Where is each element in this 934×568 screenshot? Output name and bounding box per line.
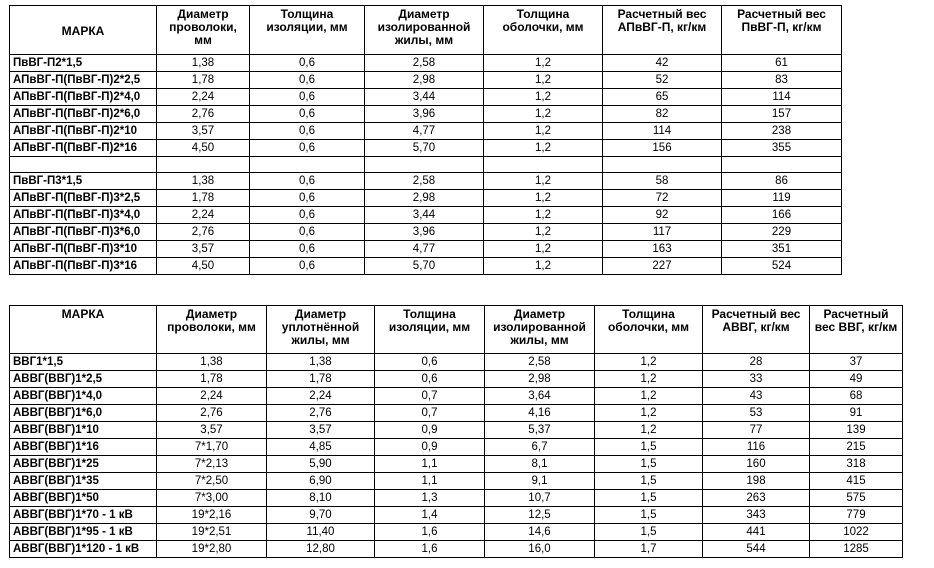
value-cell: 58 — [603, 173, 722, 190]
value-cell: 160 — [703, 456, 810, 473]
value-cell: 229 — [722, 224, 842, 241]
value-cell: 12,5 — [485, 507, 595, 524]
column-header: Диаметр проволоки, мм — [157, 306, 267, 354]
value-cell: 1,38 — [157, 55, 250, 72]
value-cell: 68 — [810, 388, 903, 405]
value-cell: 1022 — [810, 524, 903, 541]
value-cell: 166 — [722, 207, 842, 224]
cable-mark-cell — [10, 157, 157, 173]
value-cell: 14,6 — [485, 524, 595, 541]
table-row — [10, 507, 903, 524]
value-cell: 11,40 — [267, 524, 375, 541]
value-cell: 1,2 — [484, 207, 603, 224]
cable-mark-cell: АВВГ(ВВГ)1*25 — [10, 456, 157, 473]
value-cell: 33 — [703, 371, 810, 388]
value-cell: 1,2 — [484, 258, 603, 275]
value-cell — [157, 157, 250, 173]
value-cell: 215 — [810, 439, 903, 456]
table-row — [10, 106, 842, 123]
value-cell: 351 — [722, 241, 842, 258]
value-cell: 0,6 — [250, 207, 365, 224]
value-cell: 157 — [722, 106, 842, 123]
value-cell: 116 — [703, 439, 810, 456]
value-cell: 53 — [703, 405, 810, 422]
table-row — [10, 72, 842, 89]
column-header: Расчетный вес ПвВГ-П, кг/км — [722, 6, 842, 55]
table-row — [10, 173, 842, 190]
column-header: Толщина изоляции, мм — [375, 306, 485, 354]
value-cell: 19*2,51 — [157, 524, 267, 541]
value-cell: 3,64 — [485, 388, 595, 405]
table-row — [10, 140, 842, 157]
table-row — [10, 224, 842, 241]
value-cell: 1,5 — [595, 456, 703, 473]
table-row — [10, 354, 903, 371]
table1-header-row — [10, 6, 842, 55]
value-cell — [603, 157, 722, 173]
column-header: Диаметр изолированной жилы, мм — [365, 6, 484, 55]
value-cell: 0,6 — [250, 258, 365, 275]
value-cell: 139 — [810, 422, 903, 439]
table-row — [10, 541, 903, 558]
value-cell: 3,44 — [365, 207, 484, 224]
value-cell: 4,77 — [365, 241, 484, 258]
table2-header-row — [10, 306, 903, 354]
value-cell: 2,24 — [267, 388, 375, 405]
value-cell: 0,6 — [250, 123, 365, 140]
value-cell: 1,2 — [484, 190, 603, 207]
value-cell: 82 — [603, 106, 722, 123]
value-cell: 0,6 — [250, 224, 365, 241]
value-cell: 0,6 — [250, 72, 365, 89]
value-cell: 1,2 — [595, 388, 703, 405]
value-cell: 5,90 — [267, 456, 375, 473]
value-cell: 163 — [603, 241, 722, 258]
value-cell: 1,38 — [157, 173, 250, 190]
value-cell: 43 — [703, 388, 810, 405]
value-cell: 1,2 — [484, 72, 603, 89]
cable-mark-cell: АПвВГ-П(ПвВГ-П)2*10 — [10, 123, 157, 140]
column-header: Толщина изоляции, мм — [250, 6, 365, 55]
value-cell: 1,4 — [375, 507, 485, 524]
table2-header — [10, 306, 903, 354]
value-cell: 7*2,50 — [157, 473, 267, 490]
value-cell: 2,76 — [157, 405, 267, 422]
table-row — [10, 89, 842, 106]
value-cell: 1,5 — [595, 524, 703, 541]
cable-table-pvvg — [9, 5, 842, 275]
cable-mark-cell: ПвВГ-П3*1,5 — [10, 173, 157, 190]
value-cell: 198 — [703, 473, 810, 490]
value-cell: 0,6 — [250, 106, 365, 123]
cable-mark-cell: АПвВГ-П(ПвВГ-П)3*10 — [10, 241, 157, 258]
value-cell: 1,5 — [595, 490, 703, 507]
value-cell: 2,24 — [157, 388, 267, 405]
cable-mark-cell: АПвВГ-П(ПвВГ-П)3*6,0 — [10, 224, 157, 241]
column-header: Расчетный вес АВВГ, кг/км — [703, 306, 810, 354]
value-cell: 114 — [722, 89, 842, 106]
value-cell: 28 — [703, 354, 810, 371]
value-cell: 0,6 — [250, 89, 365, 106]
value-cell: 156 — [603, 140, 722, 157]
value-cell: 1,2 — [484, 140, 603, 157]
value-cell: 1,2 — [595, 354, 703, 371]
value-cell — [250, 157, 365, 173]
value-cell: 1,2 — [595, 405, 703, 422]
value-cell: 83 — [722, 72, 842, 89]
cable-mark-cell: АПвВГ-П(ПвВГ-П)2*6,0 — [10, 106, 157, 123]
value-cell: 1,2 — [595, 422, 703, 439]
table-row — [10, 207, 842, 224]
value-cell: 263 — [703, 490, 810, 507]
cable-mark-cell: ПвВГ-П2*1,5 — [10, 55, 157, 72]
value-cell: 2,76 — [157, 106, 250, 123]
value-cell: 12,80 — [267, 541, 375, 558]
table1-body — [10, 55, 842, 275]
value-cell: 3,57 — [157, 123, 250, 140]
value-cell: 1,38 — [267, 354, 375, 371]
value-cell: 119 — [722, 190, 842, 207]
value-cell: 37 — [810, 354, 903, 371]
value-cell: 779 — [810, 507, 903, 524]
value-cell: 1,2 — [484, 55, 603, 72]
cable-mark-cell: АВВГ(ВВГ)1*35 — [10, 473, 157, 490]
column-header: МАРКА — [10, 6, 157, 55]
value-cell: 3,57 — [157, 422, 267, 439]
value-cell: 1,78 — [157, 371, 267, 388]
value-cell: 355 — [722, 140, 842, 157]
table-row — [10, 422, 903, 439]
cable-mark-cell: АВВГ(ВВГ)1*70 - 1 кВ — [10, 507, 157, 524]
value-cell: 1,2 — [595, 371, 703, 388]
value-cell: 92 — [603, 207, 722, 224]
cable-mark-cell: АПвВГ-П(ПвВГ-П)2*4,0 — [10, 89, 157, 106]
value-cell: 72 — [603, 190, 722, 207]
value-cell: 7*3,00 — [157, 490, 267, 507]
value-cell: 524 — [722, 258, 842, 275]
cable-mark-cell: АВВГ(ВВГ)1*16 — [10, 439, 157, 456]
value-cell: 4,85 — [267, 439, 375, 456]
value-cell: 441 — [703, 524, 810, 541]
value-cell: 4,50 — [157, 140, 250, 157]
cable-mark-cell: АВВГ(ВВГ)1*95 - 1 кВ — [10, 524, 157, 541]
cable-mark-cell: АПвВГ-П(ПвВГ-П)2*2,5 — [10, 72, 157, 89]
value-cell — [484, 157, 603, 173]
value-cell: 0,7 — [375, 388, 485, 405]
value-cell: 4,16 — [485, 405, 595, 422]
value-cell: 19*2,16 — [157, 507, 267, 524]
value-cell: 2,58 — [485, 354, 595, 371]
value-cell: 1,5 — [595, 507, 703, 524]
table-row — [10, 241, 842, 258]
value-cell: 0,9 — [375, 439, 485, 456]
value-cell: 5,37 — [485, 422, 595, 439]
value-cell: 86 — [722, 173, 842, 190]
table-row — [10, 456, 903, 473]
value-cell: 61 — [722, 55, 842, 72]
value-cell: 7*1,70 — [157, 439, 267, 456]
spacer-row — [10, 157, 842, 173]
value-cell: 0,9 — [375, 422, 485, 439]
column-header: Толщина оболочки, мм — [595, 306, 703, 354]
value-cell: 1285 — [810, 541, 903, 558]
value-cell: 5,70 — [365, 140, 484, 157]
value-cell: 9,1 — [485, 473, 595, 490]
value-cell: 1,2 — [484, 173, 603, 190]
value-cell: 6,90 — [267, 473, 375, 490]
value-cell: 0,6 — [250, 173, 365, 190]
value-cell: 9,70 — [267, 507, 375, 524]
value-cell: 65 — [603, 89, 722, 106]
value-cell — [722, 157, 842, 173]
column-header: Диаметр изолированной жилы, мм — [485, 306, 595, 354]
column-header: МАРКА — [10, 306, 157, 354]
table-row — [10, 473, 903, 490]
value-cell: 0,6 — [250, 140, 365, 157]
value-cell: 1,6 — [375, 524, 485, 541]
value-cell: 1,5 — [595, 439, 703, 456]
value-cell: 1,7 — [595, 541, 703, 558]
table-row — [10, 388, 903, 405]
value-cell: 3,96 — [365, 106, 484, 123]
cable-table-vvg — [9, 305, 903, 558]
value-cell: 343 — [703, 507, 810, 524]
value-cell: 1,78 — [157, 190, 250, 207]
table-row — [10, 123, 842, 140]
value-cell: 2,98 — [365, 190, 484, 207]
cable-mark-cell: АПвВГ-П(ПвВГ-П)3*16 — [10, 258, 157, 275]
value-cell: 52 — [603, 72, 722, 89]
column-header: Расчетный вес АПвВГ-П, кг/км — [603, 6, 722, 55]
value-cell: 0,6 — [250, 241, 365, 258]
value-cell: 1,2 — [484, 89, 603, 106]
value-cell: 1,2 — [484, 224, 603, 241]
table-row — [10, 490, 903, 507]
value-cell: 49 — [810, 371, 903, 388]
column-header: Толщина оболочки, мм — [484, 6, 603, 55]
table2-body — [10, 354, 903, 558]
value-cell: 0,7 — [375, 405, 485, 422]
value-cell: 1,5 — [595, 473, 703, 490]
value-cell: 91 — [810, 405, 903, 422]
column-header: Расчетный вес ВВГ, кг/км — [810, 306, 903, 354]
value-cell: 0,6 — [250, 55, 365, 72]
value-cell: 6,7 — [485, 439, 595, 456]
table-row — [10, 258, 842, 275]
value-cell: 1,2 — [484, 123, 603, 140]
cable-mark-cell: АВВГ(ВВГ)1*50 — [10, 490, 157, 507]
value-cell: 114 — [603, 123, 722, 140]
value-cell: 0,6 — [250, 190, 365, 207]
value-cell: 1,1 — [375, 473, 485, 490]
value-cell: 415 — [810, 473, 903, 490]
value-cell: 1,2 — [484, 241, 603, 258]
value-cell: 5,70 — [365, 258, 484, 275]
value-cell: 3,44 — [365, 89, 484, 106]
cable-mark-cell: АВВГ(ВВГ)1*4,0 — [10, 388, 157, 405]
value-cell: 1,1 — [375, 456, 485, 473]
cable-mark-cell: АПвВГ-П(ПвВГ-П)3*4,0 — [10, 207, 157, 224]
value-cell: 1,3 — [375, 490, 485, 507]
value-cell: 2,58 — [365, 173, 484, 190]
value-cell: 2,98 — [485, 371, 595, 388]
value-cell: 238 — [722, 123, 842, 140]
value-cell — [365, 157, 484, 173]
cable-mark-cell: АВВГ(ВВГ)1*120 - 1 кВ — [10, 541, 157, 558]
value-cell: 1,6 — [375, 541, 485, 558]
cable-mark-cell: АВВГ(ВВГ)1*10 — [10, 422, 157, 439]
value-cell: 16,0 — [485, 541, 595, 558]
value-cell: 42 — [603, 55, 722, 72]
column-header: Диаметр уплотнённой жилы, мм — [267, 306, 375, 354]
value-cell: 3,96 — [365, 224, 484, 241]
value-cell: 2,24 — [157, 207, 250, 224]
value-cell: 8,10 — [267, 490, 375, 507]
value-cell: 318 — [810, 456, 903, 473]
value-cell: 77 — [703, 422, 810, 439]
table-row — [10, 190, 842, 207]
value-cell: 4,77 — [365, 123, 484, 140]
value-cell: 117 — [603, 224, 722, 241]
value-cell: 4,50 — [157, 258, 250, 275]
value-cell: 0,6 — [375, 371, 485, 388]
value-cell: 1,38 — [157, 354, 267, 371]
value-cell: 2,58 — [365, 55, 484, 72]
value-cell: 2,98 — [365, 72, 484, 89]
cable-mark-cell: ВВГ1*1,5 — [10, 354, 157, 371]
value-cell: 7*2,13 — [157, 456, 267, 473]
cable-mark-cell: АПвВГ-П(ПвВГ-П)2*16 — [10, 140, 157, 157]
table-row — [10, 371, 903, 388]
value-cell: 10,7 — [485, 490, 595, 507]
cable-mark-cell: АВВГ(ВВГ)1*2,5 — [10, 371, 157, 388]
value-cell: 0,6 — [375, 354, 485, 371]
value-cell: 1,78 — [157, 72, 250, 89]
value-cell: 2,24 — [157, 89, 250, 106]
value-cell: 8,1 — [485, 456, 595, 473]
value-cell: 575 — [810, 490, 903, 507]
table-row — [10, 405, 903, 422]
value-cell: 2,76 — [157, 224, 250, 241]
value-cell: 2,76 — [267, 405, 375, 422]
value-cell: 227 — [603, 258, 722, 275]
value-cell: 19*2,80 — [157, 541, 267, 558]
column-header: Диаметр проволоки, мм — [157, 6, 250, 55]
value-cell: 3,57 — [267, 422, 375, 439]
table-row — [10, 439, 903, 456]
table-row — [10, 55, 842, 72]
value-cell: 3,57 — [157, 241, 250, 258]
cable-mark-cell: АПвВГ-П(ПвВГ-П)3*2,5 — [10, 190, 157, 207]
cable-mark-cell: АВВГ(ВВГ)1*6,0 — [10, 405, 157, 422]
value-cell: 1,78 — [267, 371, 375, 388]
value-cell: 1,2 — [484, 106, 603, 123]
table1-header — [10, 6, 842, 55]
table-row — [10, 524, 903, 541]
value-cell: 544 — [703, 541, 810, 558]
